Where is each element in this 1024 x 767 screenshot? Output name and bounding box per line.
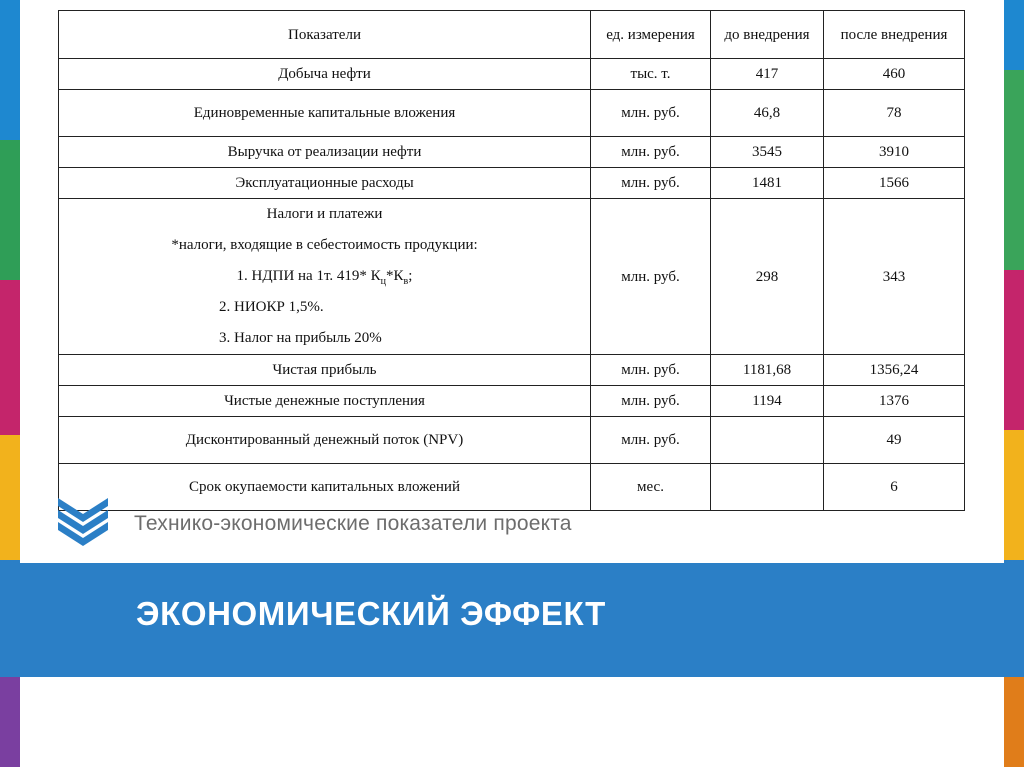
table-row [59,355,965,386]
indicators-table [58,10,965,511]
header-before: до внедрения [711,11,824,59]
slide-title: ЭКОНОМИЧЕСКИЙ ЭФФЕКТ [136,595,606,632]
row-before: 3545 [711,137,824,168]
chevron-logo-icon [56,496,110,548]
row-name: Единовременные капитальные вложения [59,90,591,137]
row-after: 1566 [824,168,965,199]
row-before: 1181,68 [711,355,824,386]
table-row [59,90,965,137]
row-name: Добыча нефти [59,59,591,90]
slide-subtitle: Технико-экономические показатели проекта [134,512,572,535]
table-row [59,386,965,417]
row-after: 460 [824,59,965,90]
row-after: 1356,24 [824,355,965,386]
formula-mid: *К [386,268,404,284]
row-before: 1194 [711,386,824,417]
tax-line: Налоги и платежи [266,206,383,222]
table-row [59,417,965,464]
row-name: Чистая прибыль [59,355,591,386]
row-name: Эксплуатационные расходы [59,168,591,199]
tax-line: *налоги, входящие в себестоимость продукции: [171,237,478,253]
row-after: 3910 [824,137,965,168]
formula-sub: ц [380,276,387,287]
header-indicator: Показатели [59,11,591,59]
row-unit: млн. руб. [591,168,711,199]
row-unit: млн. руб. [591,355,711,386]
bottom-area [22,677,1004,767]
row-after: 343 [824,199,965,355]
row-unit: млн. руб. [591,417,711,464]
row-unit: тыс. т. [591,59,711,90]
row-after: 1376 [824,386,965,417]
table-row [59,59,965,90]
formula-end: ; [408,268,413,284]
table-row [59,137,965,168]
row-unit: млн. руб. [591,90,711,137]
row-after: 78 [824,90,965,137]
header-after: после внедрения [824,11,965,59]
row-before: 46,8 [711,90,824,137]
row-name: Выручка от реализации нефти [59,137,591,168]
row-after: 6 [824,464,965,511]
row-name: Дисконтированный денежный поток (NPV) [59,417,591,464]
row-unit: млн. руб. [591,386,711,417]
table-row [59,464,965,511]
row-before: 417 [711,59,824,90]
row-unit: млн. руб. [591,199,711,355]
table-row-taxes [59,199,965,355]
tax-line: 2. НИОКР 1,5%. [219,299,324,315]
row-name: Чистые денежные поступления [59,386,591,417]
header-unit: ед. измерения [591,11,711,59]
row-before: 1481 [711,168,824,199]
tax-line: 3. Налог на прибыль 20% [219,330,382,346]
row-before [711,417,824,464]
row-before [711,464,824,511]
table-header-row [59,11,965,59]
row-name: Срок окупаемости капитальных вложений [59,464,591,511]
table-row [59,168,965,199]
tax-line-formula [59,261,590,292]
row-unit: млн. руб. [591,137,711,168]
formula-text: 1. НДПИ на 1т. 419* К [236,268,381,284]
row-unit: мес. [591,464,711,511]
row-before: 298 [711,199,824,355]
formula-sub: в [403,276,409,287]
row-after: 49 [824,417,965,464]
row-name [59,199,591,355]
